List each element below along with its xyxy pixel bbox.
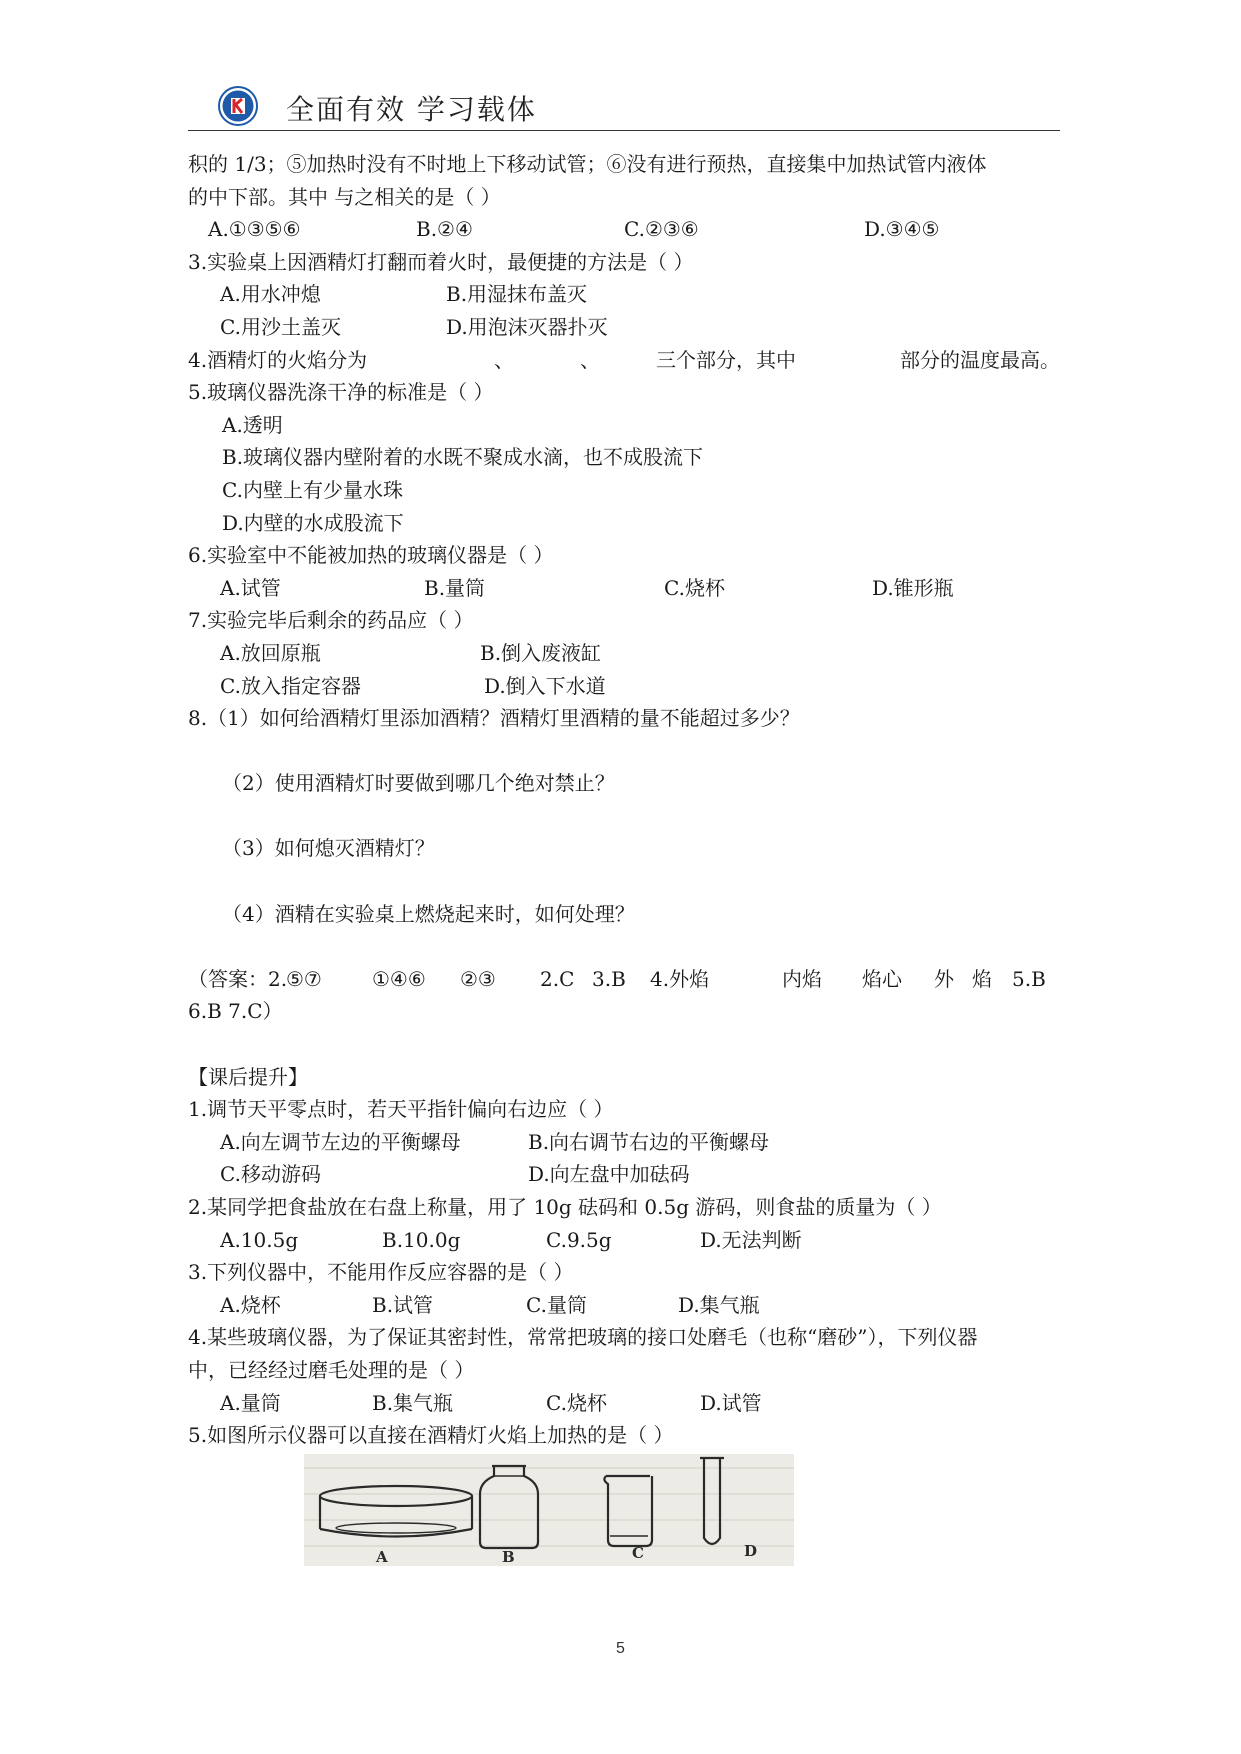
answer-fragment: 外: [934, 966, 954, 991]
option: B.玻璃仪器内壁附着的水既不聚成水滴，也不成股流下: [222, 445, 704, 470]
answer-line: 6.B 7.C）: [188, 999, 283, 1024]
options-row: [188, 311, 1068, 344]
option: D.向左盘中加砝码: [528, 1162, 690, 1187]
answer-fragment: 焰心: [862, 966, 902, 991]
option: B.10.0g: [382, 1227, 461, 1252]
options-row: [188, 1126, 1068, 1159]
test-tube-icon: [700, 1458, 724, 1544]
option: D.倒入下水道: [484, 673, 606, 698]
question-text: 5.如图所示仪器可以直接在酒精灯火焰上加热的是（ ）: [188, 1423, 674, 1448]
option: B.倒入废液缸: [480, 640, 602, 665]
question-text: 1.调节天平零点时，若天平指针偏向右边应（ ）: [188, 1097, 614, 1122]
answer-fragment: ⑤⑦: [286, 966, 322, 991]
answer-fragment: 内焰: [782, 966, 822, 991]
option: B.量筒: [424, 575, 486, 600]
question-fragment: 4.酒精灯的火焰分为: [188, 347, 368, 372]
options-row: [188, 1158, 1068, 1191]
question-fragment: 、: [494, 347, 514, 372]
option: B.②④: [416, 217, 473, 242]
answer-fragment: ①④⑥: [372, 966, 426, 991]
options-row: [188, 1224, 1068, 1257]
question-fragment: 三个部分，其中: [656, 347, 796, 372]
option: D.内壁的水成股流下: [222, 510, 404, 535]
glassware-figure: [304, 1454, 794, 1566]
option: A.放回原瓶: [220, 640, 321, 665]
option: C.量筒: [526, 1292, 587, 1317]
page-content: [188, 148, 1068, 1452]
options-row: [188, 213, 1068, 246]
answer-fragment: 5.B: [1012, 966, 1046, 991]
answer-line: [188, 963, 1068, 996]
option: D.用泡沫灭器扑灭: [446, 314, 608, 339]
options-row: [188, 278, 1068, 311]
question-fragment: 、: [580, 347, 600, 372]
fill-blank-question: [188, 344, 1068, 377]
options-row: [188, 1289, 1068, 1322]
option: A.量筒: [220, 1390, 281, 1415]
text-line: 积的 1/3；⑤加热时没有不时地上下移动试管；⑥没有进行预热，直接集中加热试管内液体: [188, 152, 987, 176]
question-text: 6.实验室中不能被加热的玻璃仪器是（ ）: [188, 543, 554, 568]
section-title: 【课后提升】: [188, 1064, 308, 1089]
glassware-illustration: [304, 1454, 794, 1566]
text-line: 的中下部。其中 与之相关的是（ ）: [188, 184, 501, 209]
option: B.试管: [372, 1292, 434, 1317]
question-text: 3.实验桌上因酒精灯打翻而着火时，最便捷的方法是（ ）: [188, 249, 694, 274]
option: A.10.5g: [220, 1227, 299, 1252]
page-number: 5: [616, 1640, 625, 1657]
answer-fragment: ②③: [460, 966, 496, 991]
option: A.向左调节左边的平衡螺母: [220, 1129, 461, 1154]
figure-label: D: [744, 1542, 758, 1560]
option: C.放入指定容器: [220, 673, 361, 698]
question-text: 5.玻璃仪器洗涤干净的标准是（ ）: [188, 380, 494, 405]
question-text: （2）使用酒精灯时要做到哪几个绝对禁止？: [222, 771, 615, 796]
header-title: 全面有效 学习载体: [286, 93, 537, 126]
option: C.9.5g: [546, 1227, 612, 1252]
answer-fragment: 焰: [972, 966, 992, 991]
option: B.用湿抹布盖灭: [446, 282, 588, 307]
option: A.试管: [220, 575, 281, 600]
option: C.②③⑥: [624, 217, 699, 242]
question-text: 2.某同学把食盐放在右盘上称量，用了 10g 砝码和 0.5g 游码，则食盐的质量为（ ）: [188, 1195, 942, 1219]
answer-fragment: 4.外焰: [650, 966, 710, 991]
options-row: [188, 1387, 1068, 1420]
beaker-icon: [604, 1476, 652, 1546]
option: D.③④⑤: [864, 217, 940, 242]
option: C.烧杯: [664, 575, 725, 600]
question-text: （3）如何熄灭酒精灯？: [222, 836, 435, 861]
option: C.移动游码: [220, 1162, 321, 1187]
option: C.用沙土盖灭: [220, 314, 341, 339]
option: D.试管: [700, 1390, 762, 1415]
option: C.内壁上有少量水珠: [222, 477, 403, 502]
question-text: 中，已经经过磨毛处理的是（ ）: [188, 1357, 475, 1382]
question-text: （4）酒精在实验桌上燃烧起来时，如何处理？: [222, 901, 635, 926]
option: A.①③⑤⑥: [208, 217, 301, 242]
figure-label: C: [632, 1544, 644, 1562]
options-row: [188, 670, 1068, 703]
option: D.锥形瓶: [872, 575, 954, 600]
option: B.向右调节右边的平衡螺母: [528, 1129, 770, 1154]
question-text: 7.实验完毕后剩余的药品应（ ）: [188, 608, 474, 633]
question-text: 8.（1）如何给酒精灯里添加酒精？酒精灯里酒精的量不能超过多少？: [188, 706, 800, 731]
option: A.用水冲熄: [220, 282, 321, 307]
answer-fragment: （答案：2.: [188, 966, 288, 991]
option: A.烧杯: [220, 1292, 281, 1317]
school-logo-icon: [218, 86, 258, 126]
figure-label: A: [376, 1548, 388, 1566]
option: D.无法判断: [700, 1227, 802, 1252]
figure-label: B: [502, 1548, 515, 1566]
question-text: 4.某些玻璃仪器，为了保证其密封性，常常把玻璃的接口处磨毛（也称“磨砂”），下列仪器: [188, 1325, 978, 1350]
answer-fragment: 3.B: [592, 966, 626, 991]
question-text: 3.下列仪器中，不能用作反应容器的是（ ）: [188, 1260, 574, 1285]
answer-fragment: 2.C: [540, 966, 575, 991]
option: D.集气瓶: [678, 1292, 760, 1317]
options-row: [188, 637, 1068, 670]
option: B.集气瓶: [372, 1390, 454, 1415]
option: C.烧杯: [546, 1390, 607, 1415]
gas-collecting-bottle-icon: [480, 1466, 538, 1548]
page-header: [188, 78, 1060, 131]
question-fragment: 部分的温度最高。: [900, 347, 1060, 372]
options-row: [188, 572, 1068, 605]
option: A.透明: [222, 412, 283, 437]
